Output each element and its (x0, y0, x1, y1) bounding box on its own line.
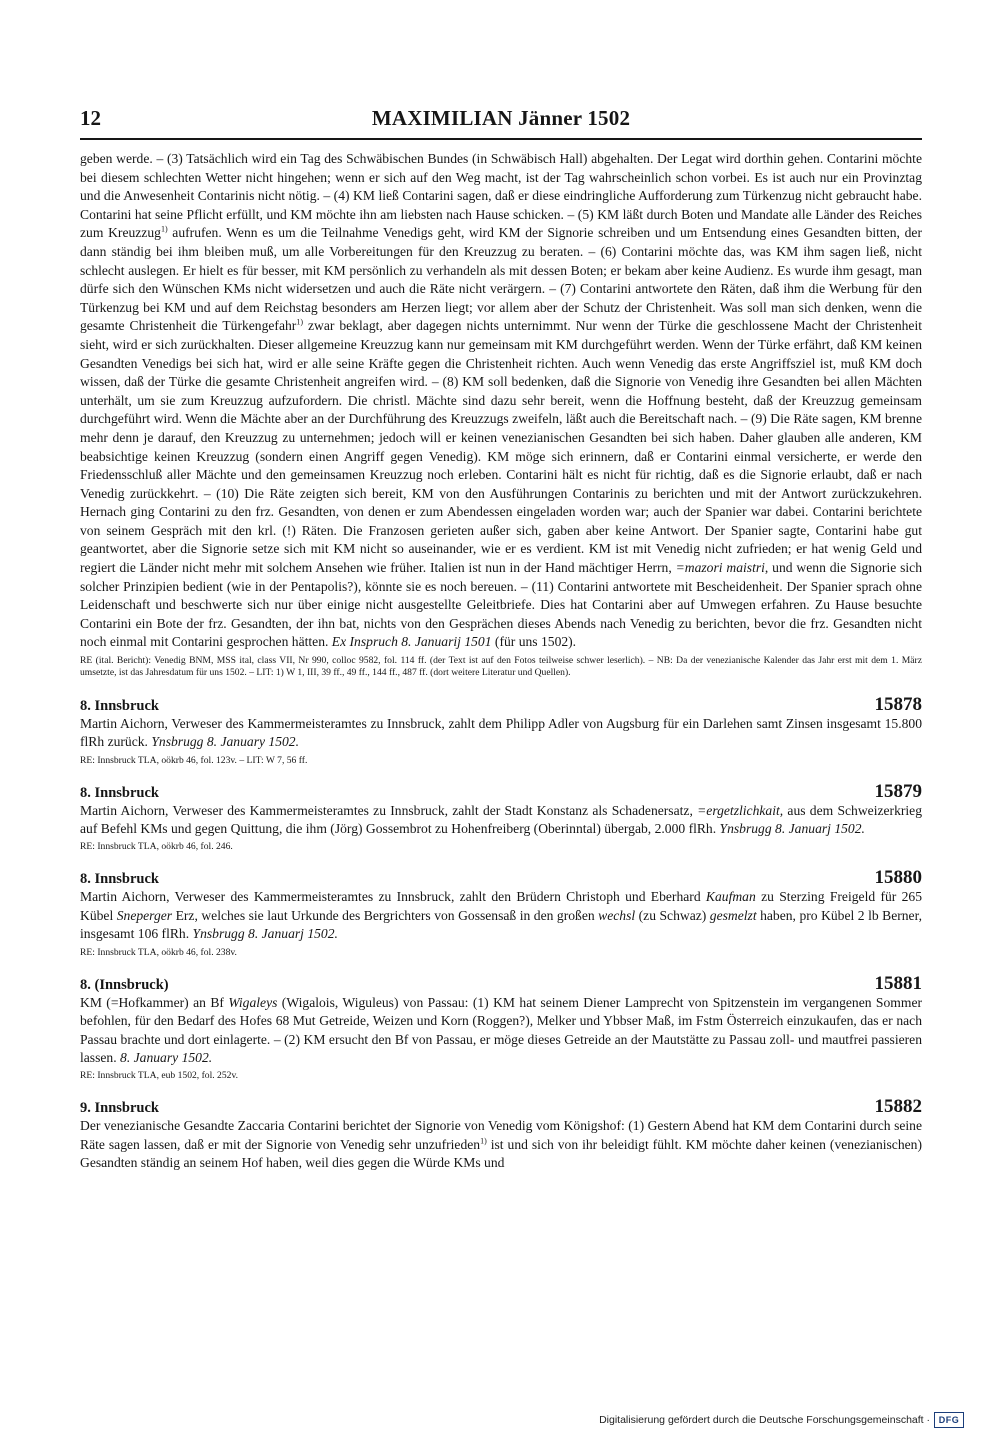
entry-heading (80, 1097, 922, 1117)
italic-text: Ex Inspruch 8. Januarij 1501 (331, 634, 492, 650)
italic-text: Kaufman (705, 889, 756, 905)
regest-entry (80, 695, 922, 767)
entry-text (80, 1117, 922, 1172)
text-run: Martin Aichorn, Verweser des Kammermeisteramtes zu Innsbruck, zahlt den Brüdern Christoph und Eberhard (80, 889, 706, 905)
entry-number: 15879 (874, 780, 922, 802)
text-run: KM (=Hofkammer) an Bf (80, 994, 229, 1010)
text-run: (zu Schwaz) (635, 907, 710, 923)
entry-number: 15881 (874, 972, 922, 994)
entry-text (80, 802, 922, 839)
italic-text: Ynsbrugg 8. Januarj 1502. (719, 821, 865, 837)
document-page (80, 106, 922, 1173)
entry-heading (80, 782, 922, 802)
continuation-text (80, 150, 922, 652)
regest-entry (80, 868, 922, 958)
entry-number: 15880 (874, 867, 922, 889)
italic-text: =mazori maistri (675, 560, 765, 576)
text-run: , und wenn die Signorie sich solcher Prinzipien bedient (wie in der Pentapolis?), könnte sie es noch bereuen. – (11) Contarini antwortete mit Bescheidenheit. Der Spanier sprach ohne Leidenschaft und beschwerte sich nur über einige nicht ausgestellte Geleitbriefe. Dies hat Contarini aber auf Umwegen erfahren. Zu Hause besuchte Contarini ein Bote der frz. Gesandten, der ihn bat, nichts von den Gesprächen dieses Abends nach Venedig zu berichten, bevor die frz. Gesandten nicht noch einmal mit Contarini gesprochen hätten. (80, 560, 923, 650)
regest-entry (80, 1097, 922, 1172)
italic-text: Ynsbrugg 8. January 1502. (151, 734, 300, 750)
entry-sources: RE: Innsbruck TLA, oökrb 46, fol. 123v. – LIT: W 7, 56 ff. (80, 754, 308, 766)
running-title: MAXIMILIAN Jänner 1502 (371, 106, 631, 130)
text-run: haben, pro Kübel 2 lb Berner, insgesamt 106 flRh. (80, 907, 922, 942)
text-run: zu Sterzing Freigeld für 265 Kübel (80, 889, 922, 923)
entry-sources: RE: Innsbruck TLA, eub 1502, fol. 252v. (80, 1070, 239, 1082)
text-run: Martin Aichorn, Verweser des Kammermeisteramtes zu Innsbruck, zahlt dem Philipp Adler von Augsburg für ein Darlehen samt Zinsen insgesamt 15.800 flRh zurück. (80, 715, 922, 750)
entry-date-place: 8. Innsbruck (80, 784, 159, 801)
italic-text: wechsl (598, 907, 636, 923)
text-run: Der venezianische Gesandte Zaccaria Contarini berichtet der Signorie von Venedig vom Königshof: (1) Gestern Abend hat KM dem Contarini durch seine Räte sagen lassen, daß er mit der Signorie von Venedig sehr unzufrieden (80, 1118, 922, 1152)
entry-heading (80, 695, 922, 715)
entry-text (80, 715, 922, 752)
text-run: aus dem Schweizerkrieg auf Befehl KMs und gegen Quittung, die ihm (Jörg) Gossembrot zu Hohenfreiberg (Oberinntal) übergab, 2.000 flRh. (80, 802, 922, 837)
entry-date-place: 8. (Innsbruck) (80, 976, 169, 993)
text-run: zwar beklagt, aber dagegen nichts unternimmt. Nur wenn der Türke die geschlossene Macht der Christenheit sieht, wird er sich zurückhalten. Dieser allgemeine Kreuzzug kann nur gemeinsam mit KM durchgeführt werden. Wenn der Türke erfährt, daß KM keinen Gesandten Venedigs bei sich hat, wird er alle seine Kräfte gegen die Christenheit richten. Auch wenn Venedig das erste Angriffsziel ist, muß KM doch wissen, daß der Türke die gesamte Christenheit angreifen wird. – (8) KM soll bedenken, daß die Signorie von Venedig ihre Gesandten bei allen Mächten unterhält, um sie zum Kreuzzug aufzufordern. Die christl. Mächte sind dazu sehr bereit, wenn die Hoffnung besteht, daß der Kreuzzug gemeinsam durchgeführt wird. Wenn die Mächte aber an der Durchführung des Kreuzzugs zweifeln, läßt auch die Bereitschaft nach. – (9) Die Räte sagen, KM brenne mehr denn je darauf, den Kreuzzug zu unternehmen; jedoch will er keinen venezianischen Gesandten bei sich haben. Daher glauben alle anderen, KM beabsichtige keinen Kreuzzug (sondern einen Angriff gegen Venedig). KM möge sich erinnern, daß er Contarini einmal versicherte, er werde den Friedensschluß aller Mächte und den gemeinsamen Kreuzzug noch erleben. Contarini hält es nicht für richtig, daß es die Signorie erlaubt, daß er nach Venedig zurückkehrt. – (10) Die Räte zeigten sich bereit, KM von den Ausführungen Contarinis zu berichten und mit der Antwort zurückzukehren. Hernach ging Contarini zu den frz. Gesandten, von denen er zum Abendessen eingeladen worden war; auch der Spanier war dabei. Contarini berichtete von seinem Gespräch mit den krl. (!) Räten. Die Franzosen gerieten außer sich, gaben aber keine Antwort. Der Spanier sagte, Contarini habe gut geantwortet, aber die Signorie setze sich mit KM nicht so auseinander, wie er es verdient. KM ist mit Venedig nicht zufrieden; er hat wenig Geld und regiert die Länder nicht mehr mit solchem Ansehen wie früher. Italien ist nun in der Hand mächtiger Herrn, (80, 318, 922, 576)
funding-note: Digitalisierung gefördert durch die Deutsche Forschungsgemeinschaft · (599, 1414, 930, 1426)
italic-text: Ynsbrugg 8. Januarj 1502. (192, 926, 338, 942)
page-number: 12 (80, 106, 101, 130)
italic-text: =ergetzlichkait, (697, 802, 784, 818)
italic-text: gesmelzt (709, 907, 757, 923)
dfg-logo-icon: DFG (934, 1412, 964, 1428)
text-run: aufrufen. Wenn es um die Teilnahme Venedigs geht, wird KM der Signorie schreiben und um Entsendung eines Gesandten bitten, der dann ständig bei ihm bleiben muß, um alle Vorbereitungen für den Kreuzzug zu beraten. – (6) Contarini möchte das, was KM ihm sagen ließ, nicht schlecht auslegen. Er hielt es für besser, mit KM persönlich zu verhandeln als mit dessen Boten; er bekam aber keine Audienz. Es wurde ihm gesagt, man dürfe sich den Wünschen KMs nicht widersetzen und auch die Räte nicht verärgern. – (7) Contarini antwortete den Räten, daß ihm die Werbung für den Türkenzug bei KM und auf dem Reichstag besonders am Herzen liegt; vor allem aber der Schutz der Christenheit. Was soll man sich denken, wenn die gesamte Christenheit die Türkengefahr (80, 225, 922, 334)
entry-heading (80, 868, 922, 888)
entry-text (80, 888, 922, 943)
text-run: geben werde. – (3) Tatsächlich wird ein Tag des Schwäbischen Bundes (in Schwäbisch Hall) abgehalten. Der Legat wird dorthin gehen. Contarini möchte bei diesem schlechten Wetter nicht hingehen; wenn er sich auf den Weg macht, ist der Tag wahrscheinlich schon vorbei. Es ist auch nur ein Provinztag und die Anwesenheit Contarinis nicht nötig. – (4) KM ließ Contarini sagen, daß er diese eindringliche Aufforderung zum Türkenzug nicht gebraucht habe. Contarini hat seine Pflicht erfüllt, und KM möchte ihn am liebsten nach Hause schicken. – (5) KM läßt durch Boten und Mandate alle Länder des Reiches zum Kreuzzug (80, 151, 922, 241)
text-run: (Wigalois, Wiguleus) von Passau: (1) KM hat seinem Diener Lamprecht von Spitzenstein im vergangenen Sommer befohlen, für den Bedarf des Hofes 68 Mut Getreide, Weizen und Korn (Roggen?), Melker und Ybbser Maß, im Fstm Österreich einzukaufen, das er nach Passau brachte und dort einlagerte. – (2) KM ersucht den Bf von Passau, er möge dieses Getreide an der Mautstätte zu Passau zoll- und mautfrei passieren lassen. (80, 994, 923, 1065)
text-run: Martin Aichorn, Verweser des Kammermeisteramtes zu Innsbruck, zahlt der Stadt Konstanz als Schadenersatz, (80, 802, 698, 818)
continuation-sources: RE (ital. Bericht): Venedig BNM, MSS ital, class VII, Nr 990, colloc 9582, fol. 114 ff. (der Text ist auf den Fotos teilweise schwer leserlich). – NB: Da der venezianische Kalender das Jahr erst mit dem 1. März umsetzte, ist das Jahresdatum für uns 1502. – LIT: 1) W 1, III, 39 ff., 49 ff., 144 ff., 487 ff. (dort weitere Literatur und Quellen). (80, 655, 922, 679)
footnote-marker: 1) (480, 1136, 487, 1146)
text-run: Erz, welches sie laut Urkunde des Bergrichters von Gossensaß in den großen (172, 907, 599, 923)
entry-heading (80, 974, 922, 994)
footnote-marker: 1) (296, 317, 303, 327)
italic-text: Wigaleys (228, 994, 278, 1010)
entry-number: 15882 (874, 1096, 922, 1118)
regest-entry (80, 974, 922, 1083)
italic-text: 8. January 1502. (120, 1049, 213, 1065)
entry-text (80, 994, 922, 1068)
text-run: (für uns 1502). (491, 634, 577, 650)
page-header (80, 106, 922, 140)
entry-date-place: 8. Innsbruck (80, 871, 159, 888)
entry-date-place: 9. Innsbruck (80, 1100, 159, 1117)
entry-number: 15878 (874, 693, 922, 715)
footnote-marker: 1) (160, 224, 168, 234)
regest-entries (80, 695, 922, 1173)
entry-sources: RE: Innsbruck TLA, oökrb 46, fol. 238v. (80, 946, 237, 958)
italic-text: Sneperger (116, 907, 173, 923)
text-run: ist und sich von ihr beleidigt fühlt. KM möchte daher keinen (venezianischen) Gesandten ständig an seinem Hof haben, weil dies gegen die Würde KMs und (80, 1136, 922, 1171)
footer (599, 1412, 964, 1428)
entry-sources: RE: Innsbruck TLA, oökrb 46, fol. 246. (80, 841, 233, 853)
entry-date-place: 8. Innsbruck (80, 697, 159, 714)
regest-entry (80, 782, 922, 854)
